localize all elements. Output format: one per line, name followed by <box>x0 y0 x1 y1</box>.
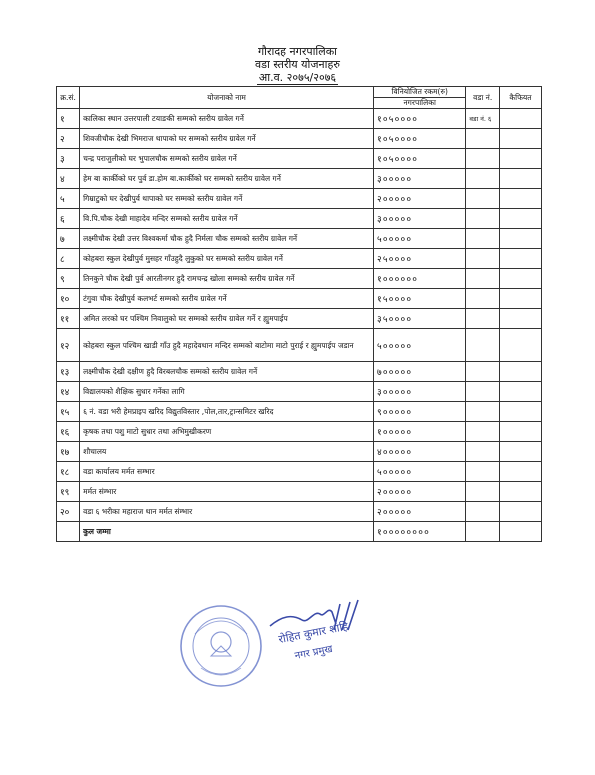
table-row <box>57 129 542 149</box>
row-serial: १० <box>57 289 80 309</box>
header-serial: क्र.सं. <box>57 87 80 109</box>
header-ward: वडा नं. <box>466 87 500 109</box>
row-ward <box>466 269 500 289</box>
row-remarks <box>499 329 541 362</box>
row-amount: ५००००० <box>374 462 466 482</box>
table-row <box>57 502 542 522</box>
table-row <box>57 149 542 169</box>
row-ward <box>466 442 500 462</box>
row-remarks <box>499 169 541 189</box>
row-ward <box>466 149 500 169</box>
table-row <box>57 362 542 382</box>
row-amount: १०५०००० <box>374 149 466 169</box>
row-amount: २००००० <box>374 189 466 209</box>
signatory-title: नगर प्रमुख <box>293 643 334 662</box>
row-remarks <box>499 382 541 402</box>
row-remarks <box>499 402 541 422</box>
row-ward: वडा नं. ६ <box>466 109 500 129</box>
row-serial: ११ <box>57 309 80 329</box>
fiscal-year-text: आ.व. २०७५/२०७६ <box>258 71 337 84</box>
document-title: वडा स्तरीय योजनाहरु <box>255 58 340 71</box>
row-serial: ६ <box>57 209 80 229</box>
row-remarks <box>499 422 541 442</box>
table-row <box>57 309 542 329</box>
table-row <box>57 269 542 289</box>
table-row <box>57 442 542 462</box>
row-remarks <box>499 362 541 382</box>
row-amount: १०५०००० <box>374 109 466 129</box>
municipality-name: गौरादह नगरपालिका <box>257 45 338 58</box>
row-amount: ३५०००० <box>374 309 466 329</box>
row-serial: १२ <box>57 329 80 362</box>
row-serial: ४ <box>57 169 80 189</box>
row-serial: १ <box>57 109 80 129</box>
row-remarks <box>499 269 541 289</box>
header-remarks: कैफियत <box>499 87 541 109</box>
row-serial: १९ <box>57 482 80 502</box>
table-row <box>57 482 542 502</box>
row-remarks <box>499 249 541 269</box>
row-plan-name: तिनकुने चौक देखी पुर्व आरतीनगर हुदै रामचन्द्र खोला सम्मको स्तरीय ग्रावेल गर्ने <box>80 269 374 289</box>
row-amount: ५००००० <box>374 229 466 249</box>
row-amount: ३००००० <box>374 382 466 402</box>
row-amount: ७००००० <box>374 362 466 382</box>
row-plan-name: मर्मत संम्भार <box>80 482 374 502</box>
total-row <box>57 522 542 542</box>
row-ward <box>466 402 500 422</box>
row-plan-name: कोहबरा स्कुल पश्चिम खाडी गाँउ हुदै महादेवथान मन्दिर सम्मको बाटोमा माटो पुराई र ह्युमपाईप जडान <box>80 329 374 362</box>
row-serial: ३ <box>57 149 80 169</box>
row-remarks <box>499 289 541 309</box>
row-amount: १०५०००० <box>374 129 466 149</box>
row-amount: २००००० <box>374 482 466 502</box>
row-amount: १०००००० <box>374 269 466 289</box>
signature-block <box>262 596 382 666</box>
row-remarks <box>499 109 541 129</box>
row-serial: ९ <box>57 269 80 289</box>
row-plan-name: चन्द्र पराजुलीको घर भुपालचौक सम्मको स्तरीय ग्रावेल गर्ने <box>80 149 374 169</box>
row-amount: २००००० <box>374 502 466 522</box>
row-ward <box>466 362 500 382</box>
municipality-seal <box>175 600 267 692</box>
row-amount: २५०००० <box>374 249 466 269</box>
table-row <box>57 402 542 422</box>
table-row <box>57 462 542 482</box>
row-ward <box>466 462 500 482</box>
row-amount: ४००००० <box>374 442 466 462</box>
row-ward <box>466 229 500 249</box>
table-row <box>57 189 542 209</box>
row-serial: १५ <box>57 402 80 422</box>
total-label: कुल जम्मा <box>80 522 374 542</box>
row-ward <box>466 309 500 329</box>
row-remarks <box>499 129 541 149</box>
total-ward <box>466 522 500 542</box>
row-remarks <box>499 209 541 229</box>
row-ward <box>466 129 500 149</box>
row-plan-name: लक्ष्मीचौक देखी उत्तर विश्वकर्मा चौक हुदै निर्मला चौक सम्मको स्तरीय ग्रावेल गर्ने <box>80 229 374 249</box>
row-serial: १४ <box>57 382 80 402</box>
row-plan-name: हेम बा कार्कीको घर पुर्व डा.होम बा.कार्कीको घर सम्मको स्तरीय ग्रावेल गर्ने <box>80 169 374 189</box>
table-row <box>57 382 542 402</box>
row-plan-name: गिम्राटुको घर देखीपुर्व थापाको घर सम्मको स्तरीय ग्रावेल गर्ने <box>80 189 374 209</box>
row-serial: २ <box>57 129 80 149</box>
header-amount-municipality: नगरपालिका <box>374 98 466 109</box>
row-ward <box>466 382 500 402</box>
row-plan-name: वि.पि.चौक देखी माहादेव मन्दिर सम्मको स्तरीय ग्रावेल गर्ने <box>80 209 374 229</box>
row-amount: ९००००० <box>374 402 466 422</box>
table-row <box>57 249 542 269</box>
signatory-name: रोहित कुमार शाहि <box>277 619 350 647</box>
row-remarks <box>499 309 541 329</box>
row-serial: १८ <box>57 462 80 482</box>
row-remarks <box>499 502 541 522</box>
row-ward <box>466 169 500 189</box>
row-plan-name: टंगुवा चौक देखीपुर्व कलभर्ट सम्मको स्तरीय ग्रावेल गर्ने <box>80 289 374 309</box>
row-remarks <box>499 149 541 169</box>
row-plan-name: वडा कार्यालय मर्मत सम्भार <box>80 462 374 482</box>
table-row <box>57 109 542 129</box>
total-sn <box>57 522 80 542</box>
header-amount: विनियोजित रकम(रु) <box>374 87 466 98</box>
row-plan-name: कृषक तथा पशु माटो सुधार तथा अभिमुखीकरण <box>80 422 374 442</box>
row-plan-name: वडा ६ भरीका महाराज थान मर्मत संम्भार <box>80 502 374 522</box>
row-amount: १००००० <box>374 422 466 442</box>
row-amount: ३००००० <box>374 169 466 189</box>
row-serial: १७ <box>57 442 80 462</box>
row-serial: १३ <box>57 362 80 382</box>
table-row <box>57 209 542 229</box>
table-row <box>57 289 542 309</box>
row-ward <box>466 189 500 209</box>
row-remarks <box>499 189 541 209</box>
row-ward <box>466 422 500 442</box>
row-remarks <box>499 482 541 502</box>
row-plan-name: कालिका स्थान उत्तरपाली टयाङकी सम्मको स्तरीय ग्रावेल गर्ने <box>80 109 374 129</box>
row-remarks <box>499 442 541 462</box>
table-row <box>57 229 542 249</box>
total-remarks <box>499 522 541 542</box>
row-plan-name: विद्यालयको शैक्षिक सुधार गर्नेका लागि <box>80 382 374 402</box>
row-serial: ८ <box>57 249 80 269</box>
table-row <box>57 169 542 189</box>
row-ward <box>466 209 500 229</box>
row-serial: ७ <box>57 229 80 249</box>
row-plan-name: लक्ष्मीचौक देखी दक्षीण हुदै विरबलचौक सम्मको स्तरीय ग्रावेल गर्ने <box>80 362 374 382</box>
row-amount: ५००००० <box>374 329 466 362</box>
row-plan-name: अमित लरको घर पश्चिम निवालुको घर सम्मको स्तरीय ग्रावेल गर्ने र ह्युमपाईप <box>80 309 374 329</box>
row-serial: २० <box>57 502 80 522</box>
row-serial: १६ <box>57 422 80 442</box>
row-ward <box>466 329 500 362</box>
fiscal-year <box>0 70 595 85</box>
header-plan-name: योजनाको नाम <box>80 87 374 109</box>
row-ward <box>466 249 500 269</box>
plans-table <box>56 86 542 542</box>
row-plan-name: शिवजीचौक देखी भिमराज थापाको घर सम्मको स्तरीय ग्रावेल गर्ने <box>80 129 374 149</box>
row-remarks <box>499 462 541 482</box>
row-amount: १५०००० <box>374 289 466 309</box>
row-serial: ५ <box>57 189 80 209</box>
table-row <box>57 329 542 362</box>
row-ward <box>466 502 500 522</box>
row-amount: ३००००० <box>374 209 466 229</box>
row-plan-name: शौचालय <box>80 442 374 462</box>
row-ward <box>466 482 500 502</box>
row-plan-name: ६ नं. वडा भरी हेमप्राइप खरिद विद्युतविस्तार ,पोल,तार,ट्रान्समिटर खरिद <box>80 402 374 422</box>
total-amount: १०००००००० <box>374 522 466 542</box>
row-plan-name: कोहबरा स्कुल देखीपुर्व मुसहर गाँउहुदै लुकुको घर सम्मको स्तरीय ग्रावेल गर्ने <box>80 249 374 269</box>
table-row <box>57 422 542 442</box>
row-remarks <box>499 229 541 249</box>
row-ward <box>466 289 500 309</box>
